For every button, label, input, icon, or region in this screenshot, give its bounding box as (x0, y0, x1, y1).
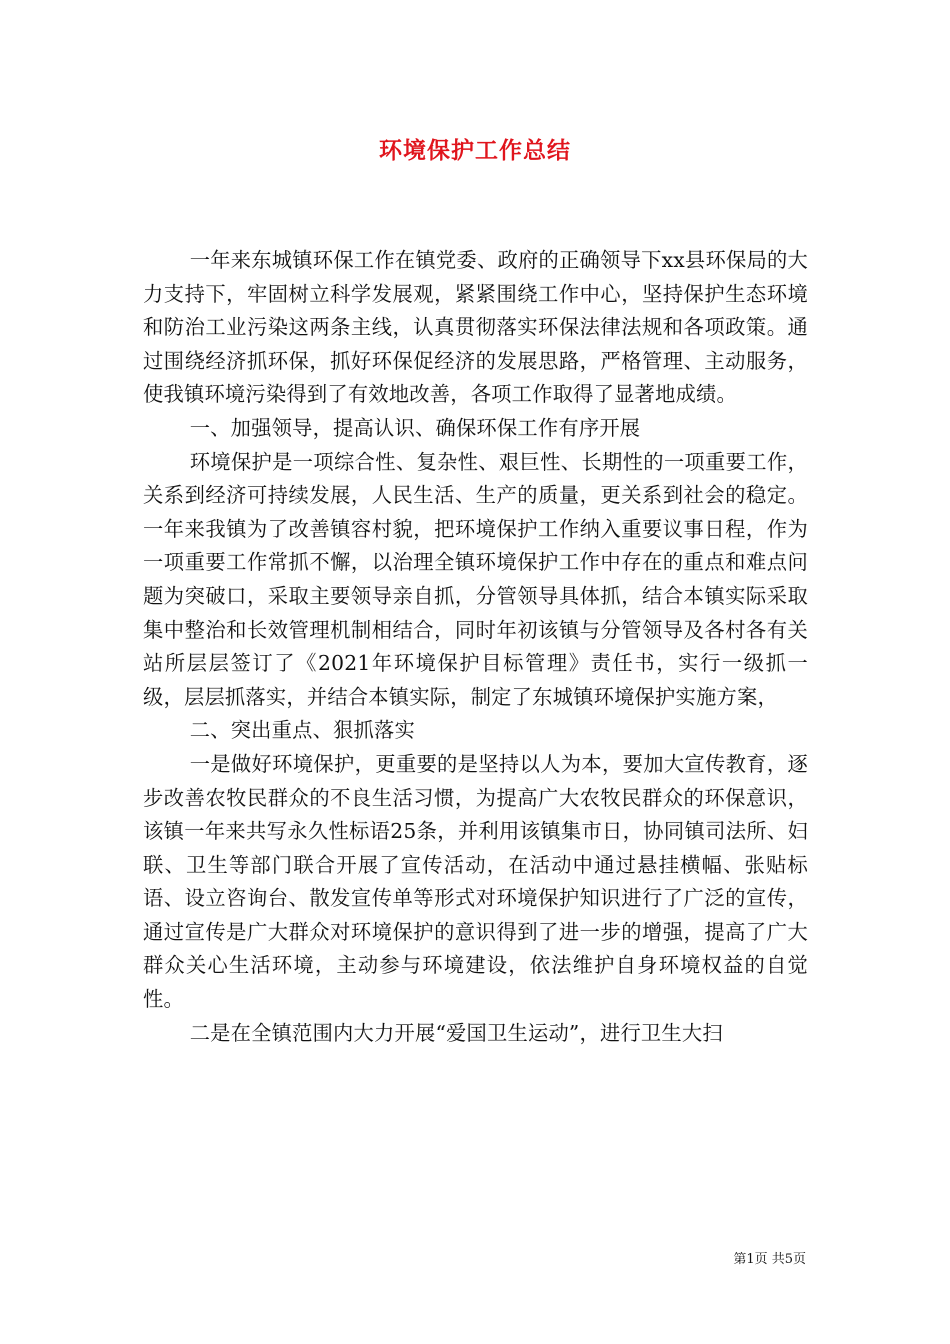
paragraph-section-2-item-2: 二是在全镇范围内大力开展“爱国卫生运动”，进行卫生大扫 (189, 1020, 723, 1045)
page-title: 环境保护工作总结 (379, 138, 571, 164)
paragraph-section-1: 环境保护是一项综合性、复杂性、艰巨性、长期性的一项重要工作，关系到经济可持续发展，人民生活、生产的质量，更关系到社会的稳定。一年来我镇为了改善镇容村貌，把环境保护工作纳入重要议事日程，作为一项重要工作常抓不懈，以治理全镇环境保护工作中存在的重点和难点问题为突破口，采取主要领导亲自抓，分管领导具体抓，结合本镇实际采取集中整治和长效管理机制相结合，同时年初该镇与分管领导及各村各有关站所层层签订了《2021年环境保护目标管理》责任书，实行一级抓一级，层层抓落实，并结合本镇实际，制定了东城镇环境保护实施方案， (143, 449, 808, 709)
page-number: 第1页 共5页 (733, 1252, 806, 1267)
section-heading-2: 二、突出重点、狠抓落实 (189, 718, 415, 743)
paragraph-section-2-item-1: 一是做好环境保护，更重要的是坚持以人为本，要加大宣传教育，逐步改善农牧民群众的不良生活习惯，为提高广大农牧民群众的环保意识，该镇一年来共写永久性标语25条，并利用该镇集市日，协同镇司法所、妇联、卫生等部门联合开展了宣传活动，在活动中通过悬挂横幅、张贴标语、设立咨询台、散发宣传单等形式对环境保护知识进行了广泛的宣传，通过宣传是广大群众对环境保护的意识得到了进一步的增强，提高了广大群众关心生活环境，主动参与环境建设，依法维护自身环境权益的自觉性。 (143, 751, 808, 1012)
paragraph-intro: 一年来东城镇环保工作在镇党委、政府的正确领导下xx县环保局的大力支持下，牢固树立科学发展观，紧紧围绕工作中心，坚持保护生态环境和防治工业污染这两条主线，认真贯彻落实环保法律法规和各项政策。通过围绕经济抓环保，抓好环保促经济的发展思路，严格管理、主动服务，使我镇环境污染得到了有效地改善，各项工作取得了显著地成绩。 (143, 248, 808, 407)
section-heading-1: 一、加强领导，提高认识、确保环保工作有序开展 (189, 415, 641, 440)
document-body (143, 244, 808, 1050)
